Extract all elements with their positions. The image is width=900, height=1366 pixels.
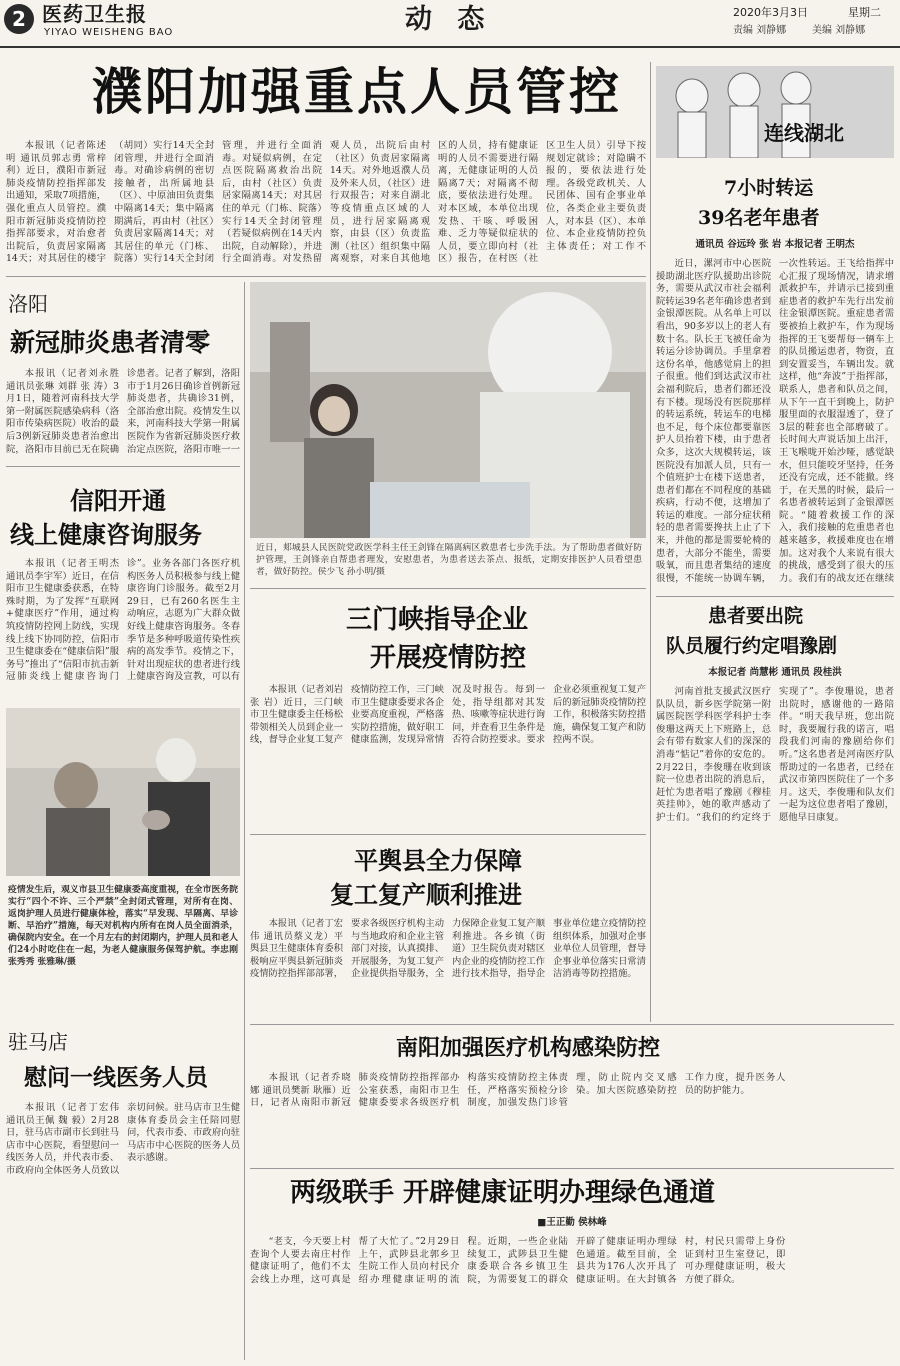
luoyang-headline: 新冠肺炎患者清零 [10, 328, 211, 357]
hospital-ward-photo [250, 282, 646, 538]
editor-right: 美编 刘静娜 [812, 25, 866, 36]
column-divider [650, 62, 651, 1022]
hubei-story2-headline-1: 患者要出院 [708, 605, 804, 627]
editor-left: 责编 刘静娜 [733, 25, 787, 36]
hubei-story1-headline-1: 7小时转运 [724, 177, 814, 199]
page-number: 2 [4, 4, 34, 34]
masthead [0, 0, 900, 44]
newspaper-logo: 医药卫生报 [42, 2, 147, 26]
divider [250, 1168, 894, 1169]
divider [6, 276, 646, 277]
nanyang-body: 本报讯（记者乔晓娜 通讯员樊新 耿雁）近日，记者从南阳市新冠肺炎疫情防控指挥部办公室获悉，南阳市卫生健康委要求各级医疗机构落实疫情防控主体责任，严格落实预检分诊制度，加强发热门诊管理，防止院内交叉感染。加大医院感染防控工作力度，提升医务人员的防护能力。 [250, 1072, 786, 1109]
section-title: 动 态 [405, 4, 493, 35]
lead-body: 本报讯（记者陈述明 通讯员郭志勇 常梓利）近日，濮阳市新冠肺炎疫情防控指挥部发出通知，采取7项措施，强化重点人员管控。濮阳市新冠肺炎疫情防控指挥部要求，对治愈者出院后，负责居家隔离14天；对其居住的楼宇（胡同）实行14天全封闭管理，并进行全面消毒。对确诊病例的密切接触者，出所属地县（区）、中原油田负责集中隔离14天；集中隔离期满后，再由村（社区）负责居家隔离14天；对其居住的单元（门栋、院落）实行14天全封闭管理，并进行全面消毒。对疑似病例，在定点医院隔离救治出院后，由村（社区）负责居家隔离14天；对其居住的单元（门栋、院落）实行14天全封闭管理（若疑似病例在14天内出院，自动解除），并进行全面消毒。对发热留观人员，出院后由村（社区）负责居家隔离14天。对外地返濮人员及外来人员，（社区）进行双报告；对来自湖北等疫情重点区域的人员，进行居家隔离观察，由县（区）负责监测（社区）组织集中隔离观察，对来自其他地区的人员，持有健康证明的人员不需要进行隔离，无健康证明的人员隔离7天；对隔离不彻底，要依法进行处理。对本区域，本单位出现发热、干咳、呼吸困难、乏力等疑似症状的人员，要立即向村（社区）报告，在村医（社区卫生人员）引导下按规划定就诊；对隐瞒不报的，要依法进行处理。各级党政机关、人民团体、国有企事业单位，各类企业主要负责人，对本县（区）、本单位、本企业疫情防控负主体责任；对工作不 [6, 140, 646, 265]
hubei-story1-byline: 通讯员 谷远玲 张 岩 本报记者 王明杰 [695, 239, 855, 250]
hubei-story2-byline: 本报记者 尚慧彬 通讯员 段桂洪 [708, 667, 842, 678]
hubei-story2-headline-2: 队员履行约定唱豫剧 [666, 635, 838, 657]
lead-headline: 濮阳加强重点人员管控 [92, 62, 622, 121]
elderly-care-photo [6, 708, 240, 876]
hubei-story2-body: 河南首批支援武汉医疗队队员，新乡医学院第一附属医院医学科医学科护士李俊珊这两天上下班路上，总会有带有数家人们的深深的消毒“惦记”着你的安危的。2月22日，李俊珊在收到该院一位患者出院的消息后，赶忙为患者唱了豫剧《穆桂英挂帅》，她的歌声感动了护士们。“我们的约定终于实现了”。李俊珊说，患者出院时，感谢他的一路陪伴。“明天我早班，您出院时，我要履行我的诺言，唱段我们河南的豫剧给你们听。”这名患者是河南医疗队帮助过的一名患者，已经在武汉市第四医院住了一个多月。这天，李俊珊和队友们一起为这位患者唱了豫剧，愿他早日康复。 [656, 686, 894, 823]
zhumadian-place: 驻马店 [8, 1030, 68, 1054]
zhumadian-headline: 慰问一线医务人员 [24, 1064, 208, 1091]
pingyu-headline-1: 平舆县全力保障 [354, 846, 522, 875]
greenpath-body: “老支，今天要上村查询个人要去南庄村作健康证明了，他们不太会线上办理，这可真是帮了大忙了。”2月29日上午，武陟县北郭乡卫生院工作人员向村民介绍办理健康证明的流程。近期，一些企业陆续复工，武陟县卫生健康委联合各乡镇卫生院，为需要复工的群众开辟了健康证明办理绿色通道。截至目前，全县共为176人次开具了健康证明。在大封镇各村，村民只需带上身份证到村卫生室登记，即可办理健康证明，极大方便了群众。 [250, 1236, 786, 1285]
issue-weekday: 星期二 [848, 6, 881, 19]
hubei-banner-title: 连线湖北 [764, 121, 844, 145]
hubei-story1-body: 近日，漯河市中心医院援助湖北医疗队援助出诊院务，需要从武汉市社会福利院转运39名老年确诊患者到金银潭医院。从名单上可以看出，90多岁以上的老人有数十名。队长王飞被任命为转运分诊协调员。手里拿着这份名单，他感觉肩上的担子很重。他们到达武汉市社会福利院后，患者们都还没有下楼。现场没有医院那样的转运系统，转运车的电梯也不足，每个床位都要靠医护人员抬着下楼，由于患者众多，这次大规模转运，该医院没有加派人员，只有一个值班护士在楼下送患者，患者们都在不同程度的基础疾病，行动不便，这增加了转运的难度。一部分症状稍轻的患者需要搀扶上止了下来，并他的都是需要轮椅的患者，大部分不能坐，需要吸氧，而且患者集结的速度很慢，不能统一协调车辆，一次性转运。王飞给指挥中心汇报了现场情况，请求增派救护车，并请示已接到重症患者的救护车先行出发前往金银潭医院。重症患者需要被抬上救护车，作为现场指挥的王飞要帮每一辆车上的队员搬运患者，物资，直到安置妥当，车辆出发。就这样，他“奔波”于指挥部，联系人，患者和队员之间，从下午一直干到晚上，防护服里面的衣服湿透了，登了3层的鞋套也全部磨破了。长时间大声说话加上出汗，王飞喉咙开始沙哑，感觉缺水，但只能咬牙坚持，任务还没有完成，还不能撤。终于，在天黑的时候，最后一名患者被转运到了金银潭医院。“随着救援工作的深入，我们接触的危重患者也越来越多，救援难度也在增加。这对我个人来说有很大的挑战，感受到了很大的压力。我们有的战友还在继续 [656, 258, 894, 584]
greenpath-byline: ■王正勤 侯林峰 [537, 1217, 607, 1228]
divider [250, 588, 646, 589]
sanmenxia-headline-1: 三门峡指导企业 [346, 605, 529, 635]
xinyang-headline-1: 信阳开通 [70, 486, 166, 515]
hubei-story1-headline-2: 39名老年患者 [698, 207, 820, 229]
divider [250, 1024, 894, 1025]
issue-date: 2020年3月3日 [733, 6, 808, 19]
column-divider [244, 282, 245, 1360]
xinyang-headline-2: 线上健康咨询服务 [10, 520, 202, 549]
divider [250, 834, 646, 835]
main-photo-caption: 近日，郏城县人民医院党政医学科主任王剑锋在隔离病区救患者七步洗手法。为了帮助患者做好防护管理，王剑锋亲自帮患者理发，安慰患者，为患者送去茶点、报纸，定期安排医护人员看望患者，做好防控。侯少飞 孙小明/摄 [256, 543, 642, 577]
zhumadian-body: 本报讯（记者丁宏伟 通讯员王佩 魏 毅）2月28日，驻马店市副市长到驻马店市中心医院，看望慰问一线医务人员，并代表市委、市政府向全体医务人员致以亲切问候。驻马店市卫生健康体育委员会主任陪同慰问，代表市委、市政府向驻马店市中心医院的医务人员表示感谢。 [6, 1102, 240, 1176]
luoyang-place: 洛阳 [8, 292, 48, 316]
luoyang-body: 本报讯（记者刘永胜 通讯员张琳 刘群 张 涛）3月1日，随着河南科技大学第一附属医院感染病科（洛阳市传染病医院）收治的最后3例新冠肺炎患者治愈出院，洛阳市目前已无在院确诊患者。记者了解到，洛阳市于1月26日确诊首例新冠肺炎患者，共确诊31例，全部治愈出院。疫情发生以来，河南科技大学第一附属医院作为省新冠肺炎医疗救治定点医院，洛阳市唯一一 [6, 368, 240, 455]
nanyang-headline: 南阳加强医疗机构感染防控 [396, 1035, 661, 1061]
elderly-photo-caption: 疫情发生后，观义市县卫生健康委高度重视，在全市医务院实行“四个不许、三个严禁”全封闭式管理，对所有在岗、返岗护理人员进行健康体检，落实“早发现、早隔离、早诊断、早治疗”措施，每天对机构内所有在岗人员全面消杀，确保院内安全。在一个月左右的封闭期内，护理人员和老人们24小时吃住在一起，为老人健康服务保驾护航。李忠刚 张秀秀 张雅琳/摄 [8, 885, 238, 967]
divider [656, 596, 894, 597]
divider [6, 466, 240, 467]
pingyu-headline-2: 复工复产顺利推进 [330, 880, 522, 909]
newspaper-logo-en: YIYAO WEISHENG BAO [44, 27, 174, 38]
hubei-banner [656, 66, 894, 158]
sanmenxia-body: 本报讯（记者刘岩 张 岩）近日，三门峡市卫生健康委主任杨松带领相关人员到企业一线，督导企业复工复产疫情防控工作，三门峡市卫生健康委要求各企业要高度重视，严格落实防控措施，做好职工健康监测，发现异常情况及时报告。每到一处，指导组都对其发热、咳嗽等症状进行询问，并查看卫生条件是否符合防控要求。要求企业必须重视复工复产后的新冠肺炎疫情防控工作，积极落实防控措施，确保复工复产和防控两不误。 [250, 684, 646, 746]
greenpath-headline: 两级联手 开辟健康证明办理绿色通道 [290, 1178, 716, 1208]
sanmenxia-headline-2: 开展疫情防控 [370, 643, 527, 673]
masthead-rule [0, 46, 900, 48]
xinyang-body: 本报讯（记者王明杰 通讯员李宇军）近日，在信阳市卫生健康委获悉，在特殊时期，为了发挥“互联网+健康医疗”作用，通过构筑疫情防控网上防线，实现线上线下协同防控，信阳市卫生健康委在“健康信阳”服务号”推出了“信阳市抗击新冠肺炎线上健康咨询门诊”。业务各部门各医疗机构医务人员积极参与线上健康咨询门诊服务。截至2月29日，已有260名医生主动响应，志愿为广大群众做好线上健康咨询服务。冬春季节是多种呼吸道传染性疾病的高发季节。疫情之下，针对出现症状的患者进行线上健康咨询及宣教，可以有 [6, 558, 240, 683]
pingyu-body: 本报讯（记者丁宏伟 通讯员蔡义龙）平舆县卫生健康体育委积极响应平舆县新冠肺炎疫情防控指挥部部署，要求各级医疗机构主动与当地政府和企业主管部门对接，认真摸排、开展服务，为复工复产企业提供指导服务，全力保障企业复工复产顺利推进。各乡镇（街道）卫生院负责对辖区内企业的疫情防控工作进行技术指导，指导企事业单位建立疫情防控组织体系，加强对企事业单位人员管理，督导企事业单位落实日常清洁消毒等防控措施。 [250, 918, 646, 980]
